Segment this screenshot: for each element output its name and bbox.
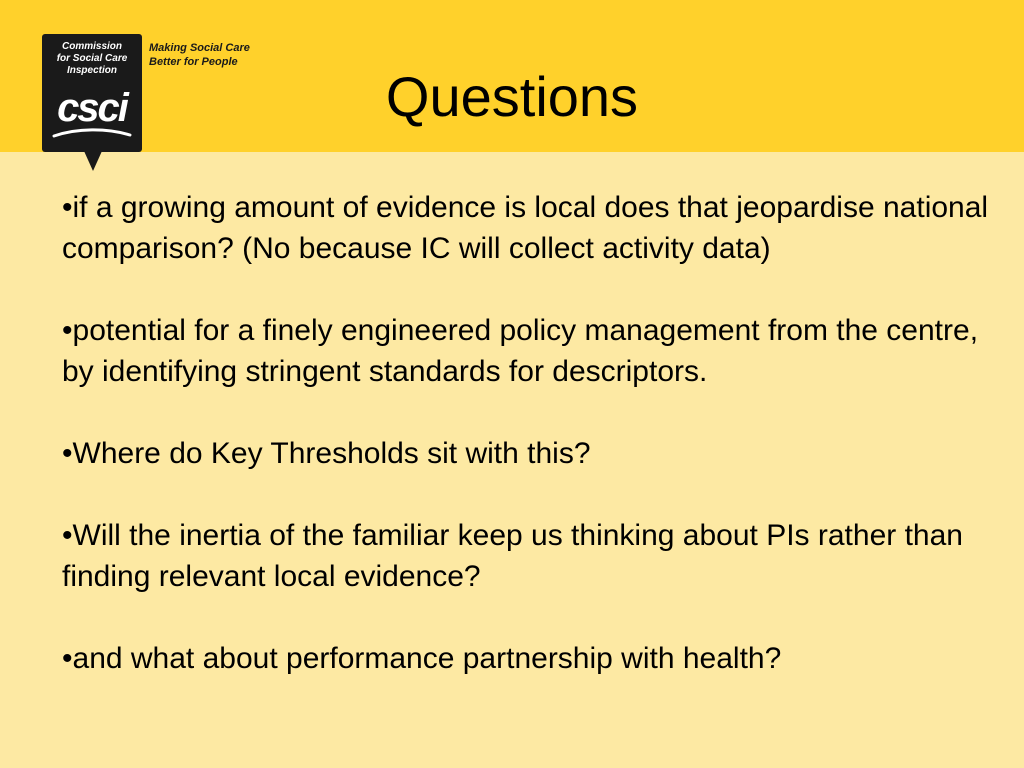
logo-org-line-1: Commission	[61, 41, 122, 52]
bullet-list	[62, 187, 1002, 720]
csci-logo	[42, 34, 142, 152]
slide-title: Questions	[385, 65, 639, 128]
logo-org-line-3: Inspection	[66, 65, 117, 76]
bullet-item-5: •and what about performance partnership with health?	[62, 642, 782, 675]
logo-pointer-icon	[84, 151, 102, 171]
logo-tagline	[149, 41, 250, 69]
logo-swoosh-icon	[52, 126, 132, 140]
bullet-item-3: •Where do Key Thresholds sit with this?	[62, 437, 591, 470]
bullet-item-2: •potential for a finely engineered policy management from the centre, by identifying stringent standards for descriptors.	[62, 314, 979, 388]
tagline-line-1: Making Social Care	[149, 42, 250, 54]
logo-org-name	[42, 41, 142, 77]
bullet-item-1: •if a growing amount of evidence is local does that jeopardise national comparison? (No because IC will collect activity data)	[62, 191, 989, 265]
slide-header	[0, 0, 1024, 152]
tagline-line-2: Better for People	[149, 56, 238, 68]
logo-org-line-2: for Social Care	[56, 53, 128, 64]
bullet-item-4: •Will the inertia of the familiar keep us thinking about PIs rather than finding relevant local evidence?	[62, 519, 963, 593]
logo-mark: csci	[57, 86, 127, 130]
